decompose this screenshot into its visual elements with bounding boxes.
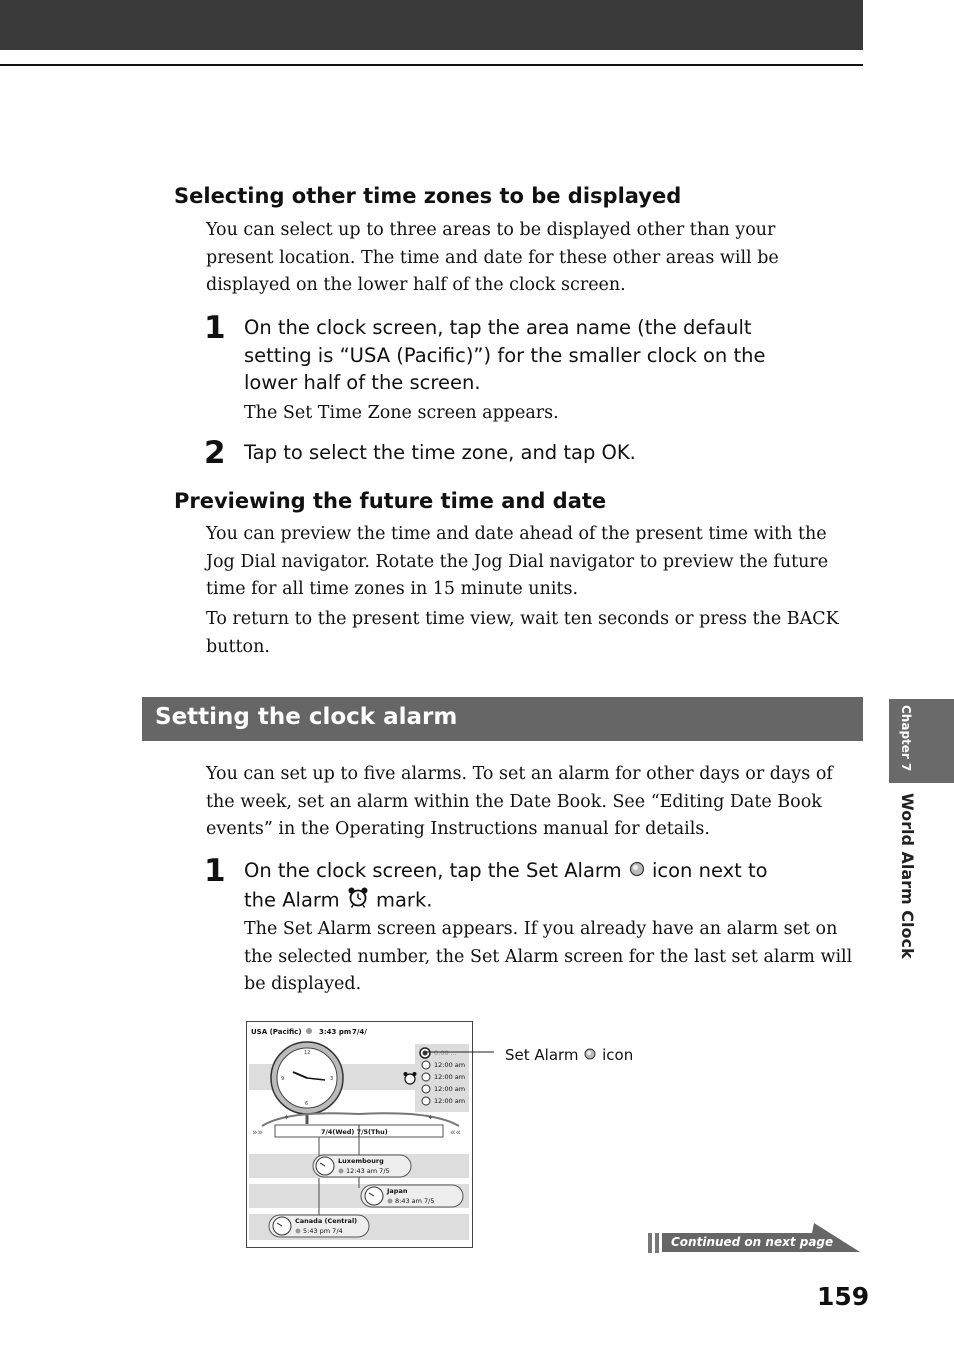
step-instruction: Tap to select the time zone, and tap OK. [244, 441, 636, 464]
main-clock-icon [271, 1042, 343, 1124]
svg-text:✦: ✦ [427, 1113, 434, 1122]
alarm-toggle[interactable] [422, 1061, 430, 1069]
text-line: You can set up to five alarms. To set an alarm for other days or days of [206, 764, 833, 784]
alarm-toggle[interactable] [422, 1073, 430, 1081]
svg-text:12: 12 [304, 1050, 311, 1056]
svg-text:»»: »» [252, 1128, 264, 1138]
text-line: setting is “USA (Pacific)”) for the smaller clock on the [244, 343, 766, 367]
text-line: button. [206, 636, 270, 657]
text-line: The Set Alarm screen appears. If you already have an alarm set on [244, 919, 838, 939]
page-number: 159 [817, 1282, 870, 1311]
top-location: USA (Pacific) [251, 1028, 302, 1036]
world-clock-japan[interactable] [361, 1185, 463, 1207]
set-alarm-icon [583, 1047, 597, 1065]
callout-line [424, 1045, 499, 1060]
section-title-bar [142, 697, 863, 741]
text-line: On the clock screen, tap the area name (the default [244, 316, 752, 339]
text-line: lower half of the screen. [244, 371, 481, 394]
top-time: 3:43 pm [319, 1028, 352, 1036]
city-name: Japan [387, 1187, 408, 1195]
continued-banner [648, 1223, 860, 1254]
text-line: time for all time zones in 15 minute units. [206, 579, 579, 599]
chapter-tab [889, 699, 954, 783]
step-number: 1 [204, 853, 226, 889]
heading-preview: Previewing the future time and date [174, 489, 607, 513]
city-time: 12:43 am 7/5 [346, 1167, 390, 1175]
svg-text:««: «« [450, 1128, 462, 1138]
header-bar [0, 0, 863, 50]
svg-text:✦: ✦ [283, 1113, 290, 1122]
world-clock-luxembourg[interactable] [313, 1155, 411, 1177]
text-line: You can select up to three areas to be displayed other than your [206, 220, 776, 240]
city-name: Luxembourg [338, 1157, 384, 1165]
step-note [244, 916, 856, 999]
text-line: displayed on the lower half of the clock screen. [206, 275, 626, 295]
text-line: be displayed. [244, 974, 362, 994]
city-name: Canada (Central) [295, 1217, 358, 1225]
preview-paragraph [206, 521, 856, 604]
svg-text:9: 9 [281, 1076, 285, 1082]
city-time: 8:43 am 7/5 [395, 1197, 435, 1205]
section-title: Setting the clock alarm [155, 704, 458, 730]
callout-text: icon [602, 1046, 634, 1064]
world-clock-canada[interactable] [269, 1215, 369, 1237]
alarm-clock-icon [404, 1072, 417, 1084]
step-instruction [244, 314, 844, 397]
text-line: You can preview the time and date ahead of the present time with the [206, 524, 827, 544]
city-time: 5:43 pm 7/4 [303, 1227, 343, 1235]
alarm-toggle[interactable] [422, 1085, 430, 1093]
alarm-clock-icon [346, 885, 370, 917]
alarm-time: 12:00 am [434, 1073, 466, 1081]
step-number: 2 [204, 435, 226, 471]
alarm-intro-paragraph [206, 761, 856, 844]
text-line: events” in the Operating Instructions manual for details. [206, 819, 710, 839]
time-zones-paragraph [206, 217, 856, 300]
text-fragment: On the clock screen, tap the Set Alarm [244, 859, 622, 882]
alarm-time: 12:00 am [434, 1097, 466, 1105]
chapter-label: Chapter 7 [899, 705, 913, 772]
text-line: Jog Dial navigator. Rotate the Jog Dial navigator to preview the future [206, 551, 829, 572]
text-line: the selected number, the Set Alarm screen for the last set alarm will [244, 946, 853, 967]
continued-label: Continued on next page [671, 1235, 834, 1249]
header-rule [0, 64, 863, 66]
text-fragment: mark. [375, 888, 433, 912]
top-date: 7/4/ [352, 1028, 367, 1036]
svg-text:3: 3 [330, 1076, 334, 1082]
text-line [244, 857, 844, 885]
set-alarm-icon [628, 858, 646, 886]
callout-label [505, 1046, 633, 1065]
alarm-time: 12:00 am [434, 1085, 466, 1093]
alarm-time: 12:00 am [434, 1061, 466, 1069]
date-bar[interactable] [252, 1125, 461, 1138]
text-line: the week, set an alarm within the Date Book. See “Editing Date Book [206, 791, 822, 812]
callout-text: Set Alarm [505, 1046, 579, 1064]
chapter-title: World Alarm Clock [898, 793, 917, 959]
alarm-time: 0:00 ... [434, 1049, 457, 1057]
svg-text:6: 6 [305, 1101, 309, 1107]
text-fragment: the Alarm [244, 888, 340, 912]
text-fragment: icon next to [651, 859, 768, 882]
return-paragraph [206, 606, 856, 661]
text-line [244, 885, 844, 917]
text-line: present location. The time and date for these other areas will be [206, 247, 779, 268]
alarm-toggle[interactable] [422, 1097, 430, 1105]
heading-time-zones: Selecting other time zones to be displayed [174, 184, 682, 208]
date-bar-label: 7/4(Wed) 7/5(Thu) [321, 1128, 388, 1136]
text-line: To return to the present time view, wait ten seconds or press the BACK [206, 609, 839, 629]
step-instruction [244, 857, 844, 917]
step-note: The Set Time Zone screen appears. [244, 403, 559, 423]
step-number: 1 [204, 310, 226, 346]
